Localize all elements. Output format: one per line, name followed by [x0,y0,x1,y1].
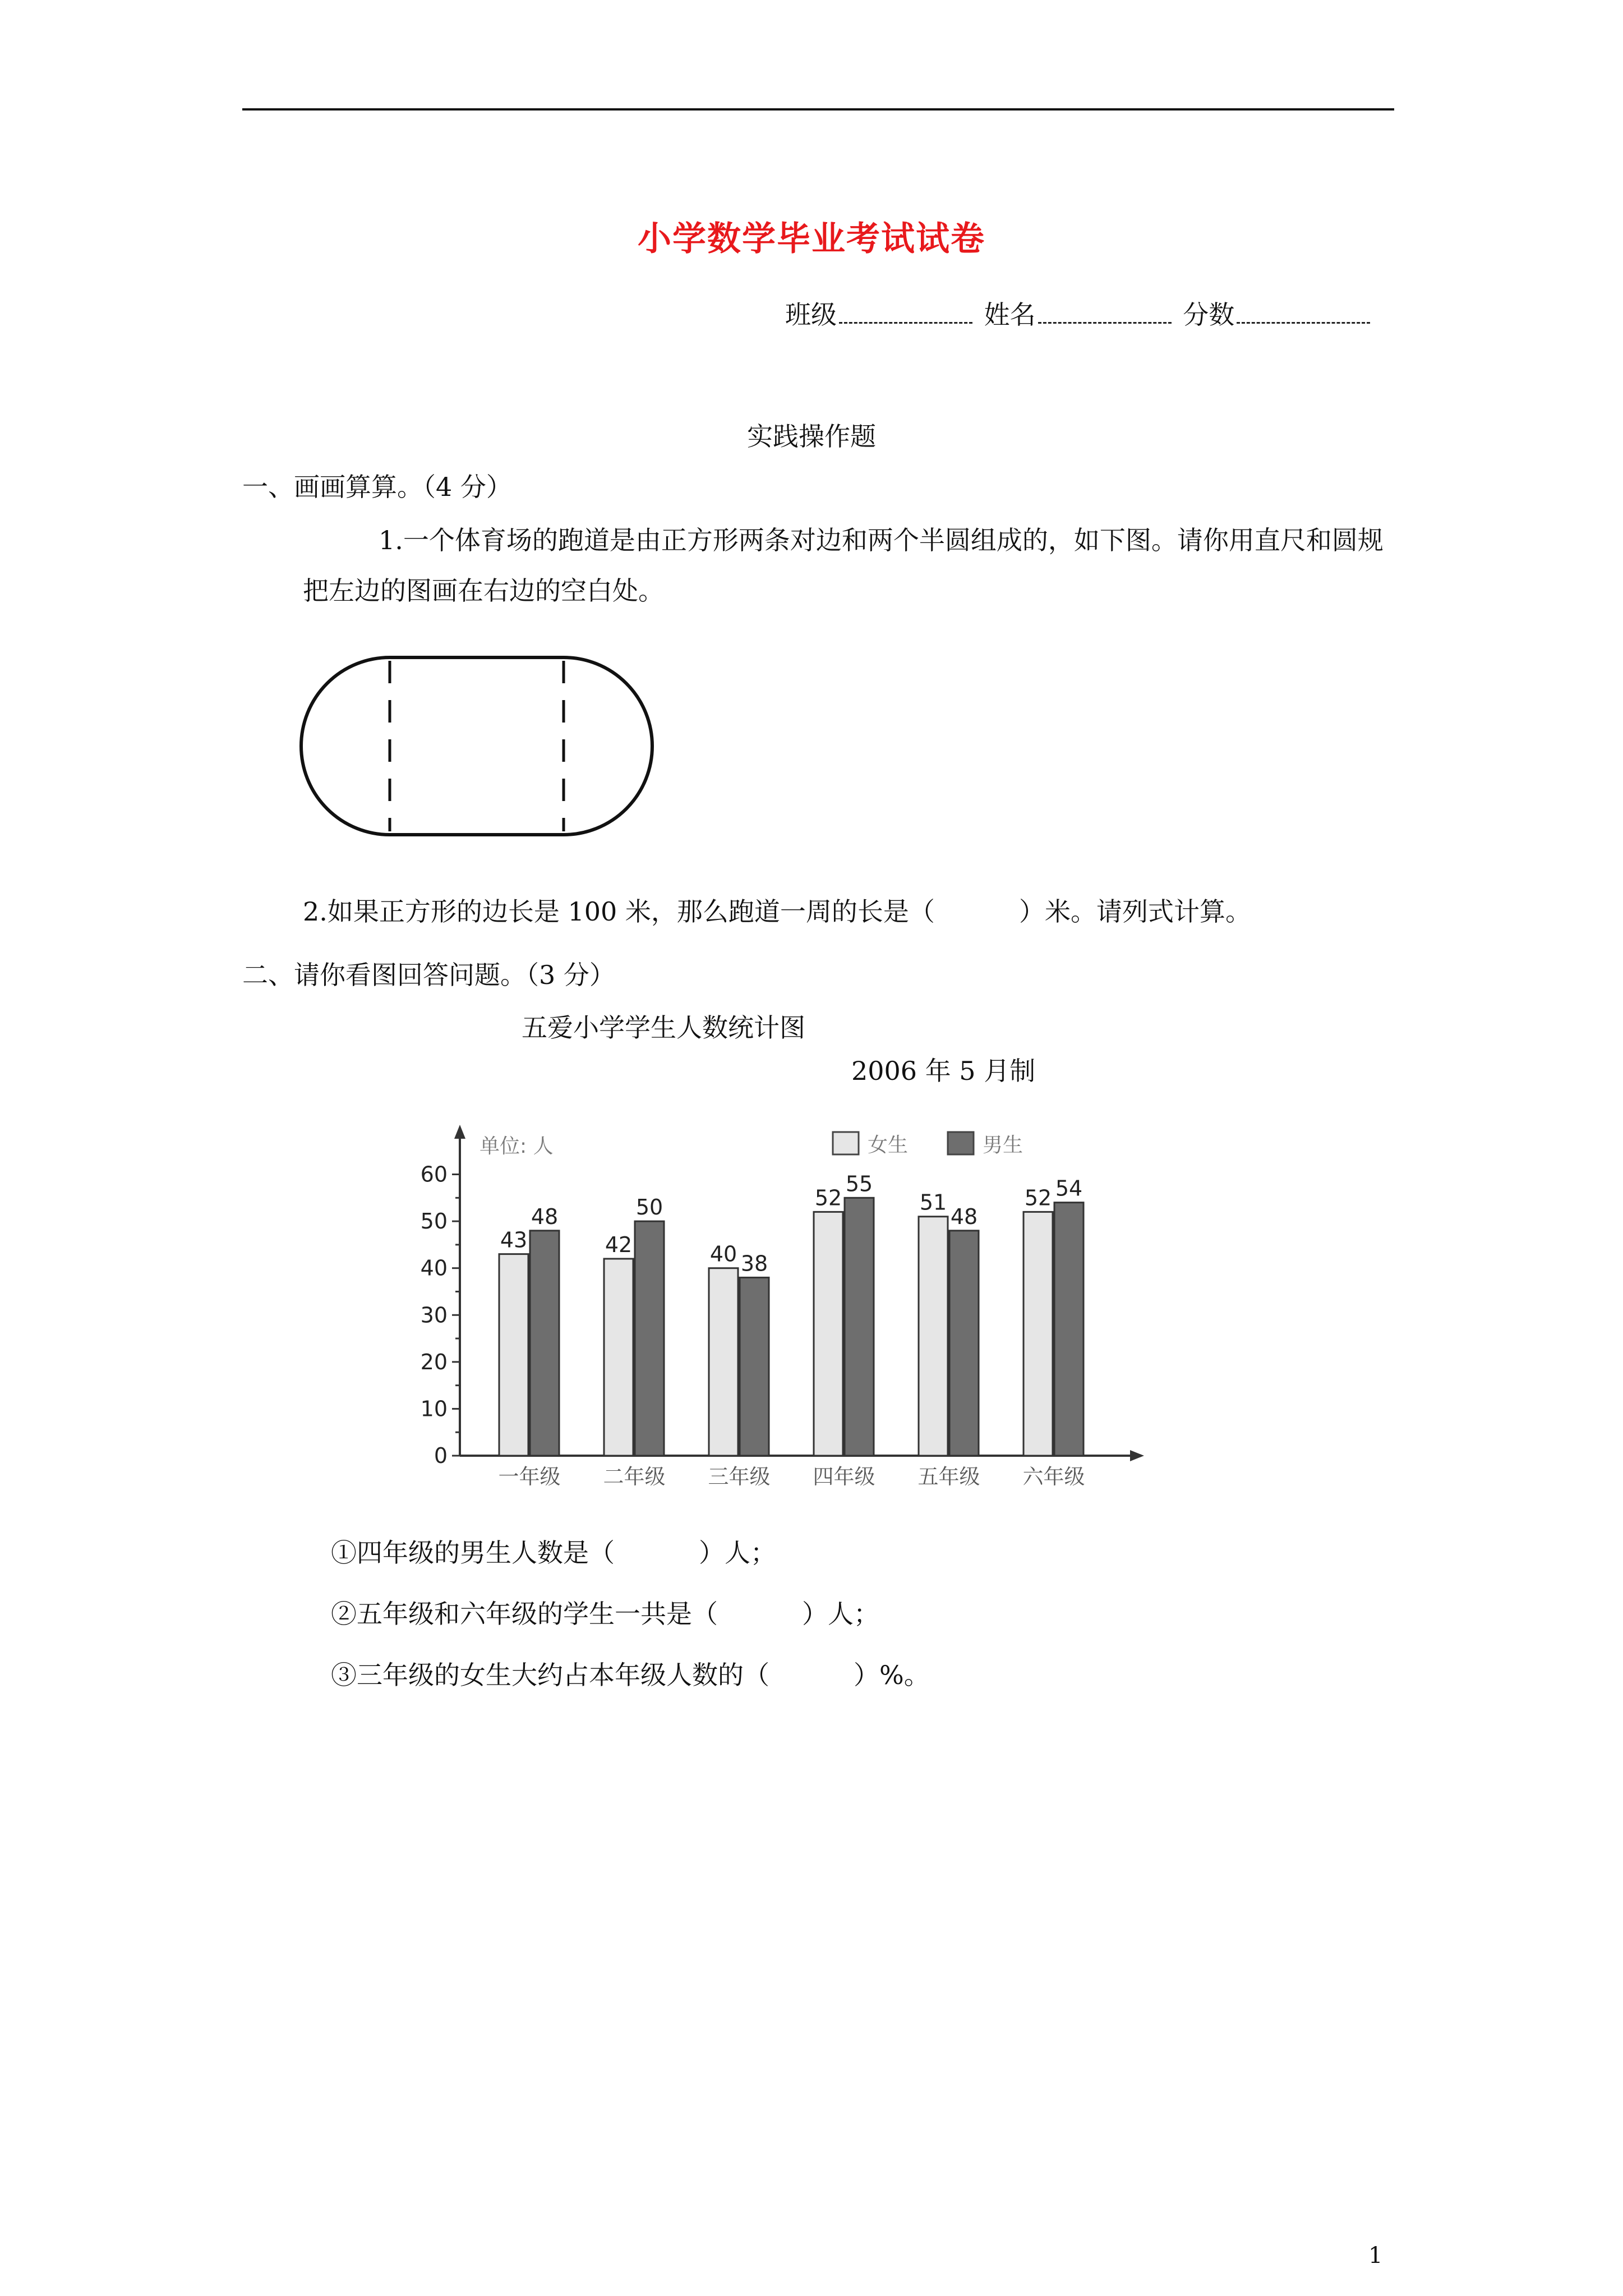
part1-question2 [303,894,1251,929]
student-count-bar-chart [409,1116,1155,1503]
q2-text-after: ）米。请列式计算。 [1018,896,1251,927]
bar-value-label: 48 [950,1204,978,1229]
score-label: 分数 [1183,300,1235,330]
part2-heading: 二、请你看图回答问题。（3 分） [242,960,615,990]
p2q3-text-after: ）%。 [854,1660,930,1690]
legend-label-girls: 女生 [868,1134,909,1157]
bar-value-label: 48 [531,1204,559,1229]
bar-girls [604,1259,633,1456]
y-tick-label: 20 [420,1349,448,1374]
class-label: 班级 [785,300,837,330]
name-label: 姓名 [984,300,1036,330]
bar-value-label: 38 [740,1251,768,1276]
bar-girls [1023,1212,1053,1456]
unit-label: 单位: 人 [479,1135,554,1158]
bar-value-label: 40 [709,1241,737,1267]
x-category-label: 五年级 [917,1465,980,1489]
track-diagram [297,651,656,844]
bar-value-label: 54 [1055,1176,1083,1201]
bar-girls [709,1268,738,1456]
p2q1-text-before: ①四年级的男生人数是（ [331,1538,615,1568]
track-outline [301,657,652,835]
bar-girls [499,1254,528,1456]
bar-value-label: 52 [814,1185,842,1211]
bar-boys [949,1231,979,1456]
bar-boys [530,1231,559,1456]
bar-value-label: 50 [635,1195,663,1220]
part2-question1 [331,1535,776,1570]
header-rule [242,108,1394,111]
bar-boys [845,1198,874,1456]
p2q1-text-after: ）人； [699,1538,776,1568]
chart-date: 2006 年 5 月制 [851,1056,1036,1086]
page-number: 1 [1368,2243,1383,2269]
bar-value-label: 51 [919,1190,947,1215]
y-tick-label: 30 [420,1303,448,1328]
p2q2-text-before: ②五年级和六年级的学生一共是（ [331,1599,718,1629]
p2q2-text-after: ）人； [802,1599,879,1629]
class-blank[interactable] [839,300,972,324]
legend-label-boys: 男生 [983,1134,1023,1157]
part1-heading: 一、画画算算。（4 分） [242,472,512,502]
x-category-label: 二年级 [603,1465,666,1489]
bar-value-label: 43 [500,1227,528,1253]
bar-boys [1054,1203,1083,1456]
legend-swatch-boys [948,1132,974,1154]
y-tick-label: 50 [420,1209,448,1234]
student-info-line [785,295,1373,332]
y-tick-label: 40 [420,1255,448,1281]
y-tick-label: 10 [420,1396,448,1421]
p2q3-text-before: ③三年级的女生大约占本年级人数的（ [331,1660,769,1690]
bar-value-label: 42 [605,1232,633,1257]
section-heading: 实践操作题 [747,421,876,452]
legend-swatch-girls [833,1132,859,1154]
x-category-label: 六年级 [1022,1465,1085,1489]
y-tick-label: 60 [420,1162,448,1187]
name-blank[interactable] [1038,300,1172,324]
x-category-label: 三年级 [708,1465,771,1489]
x-category-label: 四年级 [813,1465,875,1489]
bar-girls [919,1217,948,1456]
score-blank[interactable] [1237,300,1370,324]
page-title: 小学数学毕业考试试卷 [638,219,985,259]
part2-question2 [331,1596,879,1631]
part1-question1: 1.一个体育场的跑道是由正方形两条对边和两个半圆组成的，如下图。请你用直尺和圆规把左边的图画在右边的空白处。 [303,525,1384,606]
x-category-label: 一年级 [498,1465,561,1489]
bar-value-label: 52 [1024,1185,1052,1211]
y-axis-arrow [454,1125,465,1139]
y-tick-label: 0 [434,1443,448,1468]
bar-value-label: 55 [845,1171,873,1197]
x-axis-arrow [1130,1450,1144,1461]
bar-boys [740,1277,769,1456]
chart-title: 五爱小学学生人数统计图 [522,1013,805,1043]
part2-question3 [331,1658,930,1692]
bar-girls [814,1212,843,1456]
q2-text-before: 2.如果正方形的边长是 100 米，那么跑道一周的长是（ [303,896,935,927]
bar-boys [635,1221,664,1456]
